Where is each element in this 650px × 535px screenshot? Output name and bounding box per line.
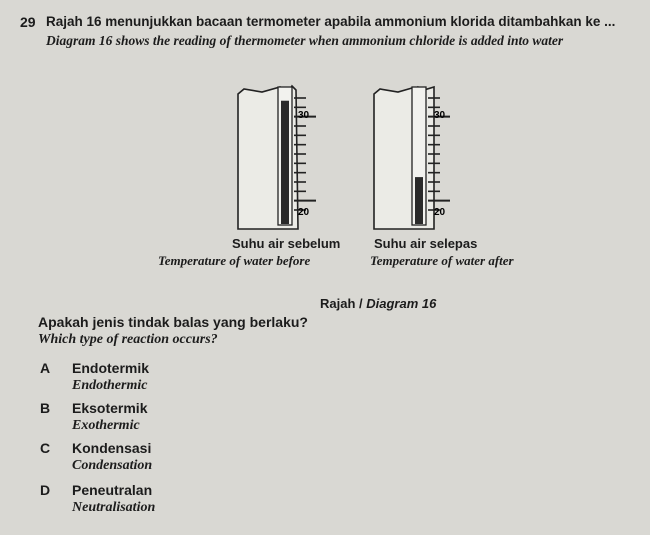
option-b-en: Exothermic [72,418,140,433]
option-c-en: Condensation [72,458,153,473]
thermometer-before-label-20: 20 [298,207,310,218]
option-d[interactable] [40,482,260,518]
option-a-en: Endothermic [72,378,148,393]
thermometer-before [236,84,346,234]
option-b[interactable] [40,400,260,436]
option-c[interactable] [40,440,260,476]
question-text-en: Diagram 16 shows the reading of thermometer when ammonium chloride is added into water [46,33,564,48]
prompt-en: Which type of reaction occurs? [38,332,218,347]
option-d-en: Neutralisation [72,500,156,515]
option-b-ms: Eksotermik [72,400,148,416]
option-a[interactable] [40,360,260,396]
caption-after-ms: Suhu air selepas [374,236,478,251]
thermometer-after [372,84,482,234]
prompt-ms: Apakah jenis tindak balas yang berlaku? [38,314,308,330]
caption-before-ms: Suhu air sebelum [232,236,341,251]
figure-label-en: Diagram 16 [366,296,437,311]
caption-after-en: Temperature of water after [370,253,514,268]
thermometer-after-mercury [415,177,423,224]
caption-before-en: Temperature of water before [158,253,311,268]
question-number: 29 [20,14,36,30]
figure-label-ms: Rajah / [320,296,363,311]
option-b-letter: B [40,400,51,416]
thermometer-after-label-20: 20 [434,207,446,218]
thermometer-after-svg [372,84,482,234]
thermometer-before-label-30: 30 [298,110,310,121]
option-c-letter: C [40,440,51,456]
thermometer-before-mercury [281,101,289,224]
thermometer-after-label-30: 30 [434,110,446,121]
option-d-letter: D [40,482,51,498]
option-a-ms: Endotermik [72,360,150,376]
thermometer-before-svg [236,84,346,234]
option-a-letter: A [40,360,51,376]
figure-label [320,296,436,311]
question-text-ms: Rajah 16 menunjukkan bacaan termometer apabila ammonium klorida ditambahkan ke ... [46,14,616,29]
option-d-ms: Peneutralan [72,482,153,498]
option-c-ms: Kondensasi [72,440,152,456]
